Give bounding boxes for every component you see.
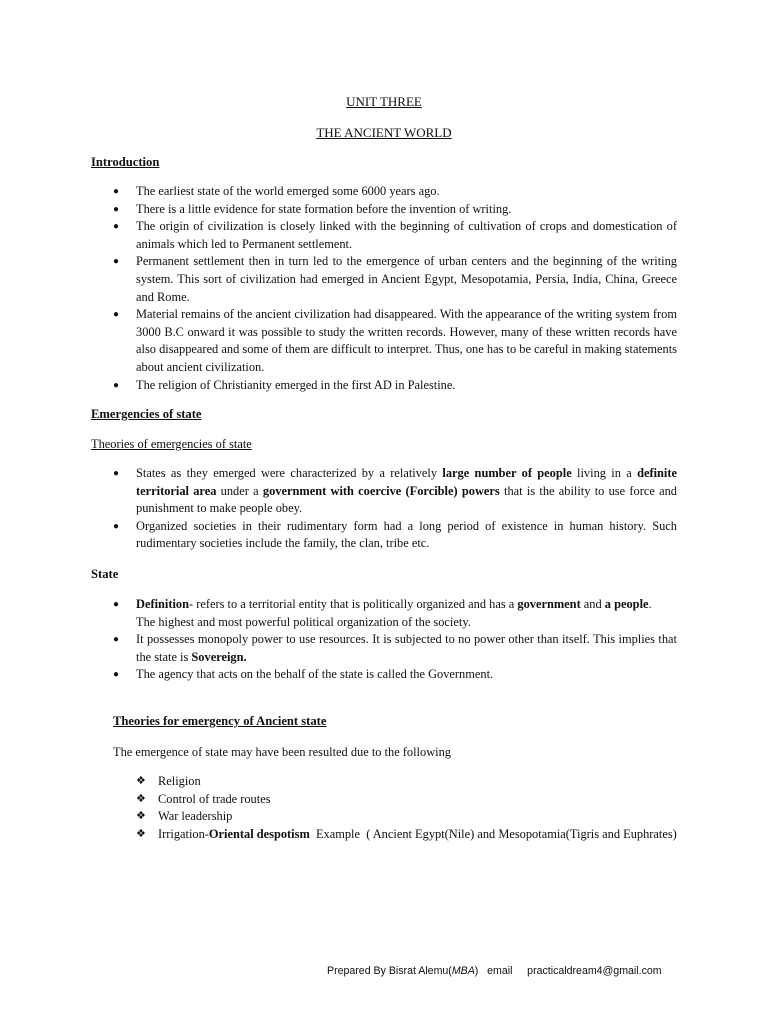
list-item: ● The agency that acts on the behalf of the state is called the Government. (0, 666, 677, 684)
list-item: ❖ Irrigation-Oriental despotism Example ( Ancient Egypt(Nile) and Mesopotamia(Tigris and Euphrates) (0, 826, 678, 844)
list-item: ❖ Control of trade routes (0, 791, 678, 809)
bullet-icon: ● (113, 221, 120, 233)
state-list (0, 596, 677, 684)
diamond-bullet-icon: ❖ (136, 792, 146, 805)
unit-title: UNIT THREE (346, 94, 422, 109)
diamond-bullet-icon: ❖ (136, 810, 146, 823)
theories-intro: The emergence of state may have been resulted due to the following (113, 745, 451, 759)
list-item: ● Organized societies in their rudimentary form had a long period of existence in human history. Such rudimentary societies include the family, the clan, tribe etc. (113, 518, 677, 551)
list-item: ● The religion of Christianity emerged in the first AD in Palestine. (0, 377, 677, 395)
list-item: ● The origin of civilization is closely linked with the beginning of cultivation of crops and domestication of animals which led to Permanent settlement. (113, 219, 677, 251)
bullet-icon: ● (113, 203, 120, 215)
list-item: ● Material remains of the ancient civilization had disappeared. With the appearance of the writing system from 3000 B.C onward it was possible to study the written records. However, many of these written records have also disappeared and some of them are difficult to interpret. Thus, one has to be careful in making statements about ancient civilization. (113, 307, 677, 374)
bullet-icon: ● (113, 669, 120, 681)
theories-subheading: Theories of emergencies of state (91, 437, 252, 451)
bullet-icon: ● (113, 468, 120, 479)
bullet-icon: ● (113, 186, 120, 197)
bullet-icon: ● (113, 520, 120, 532)
list-item: ● States as they emerged were characterized by a relatively large number of people living in a definite territorial area under a government with coercive (Forcible) powers that is the ability to use force and punishment to make people obey. (113, 466, 677, 516)
document-title: THE ANCIENT WORLD (316, 125, 452, 140)
list-item: ❖ War leadership (0, 808, 678, 826)
list-item: ● It possesses monopoly power to use resources. It is subjected to no power other than itself. This implies that the state is Sovereign. (113, 632, 677, 664)
list-item: ❖ Religion (0, 773, 678, 791)
theories-ancient-heading: Theories for emergency of Ancient state (113, 714, 327, 728)
emergencies-list (0, 465, 677, 553)
footer-credit: Prepared By Bisrat Alemu(MBA) email practicaldream4@gmail.com (327, 965, 662, 977)
theories-list (0, 773, 678, 843)
introduction-list (0, 183, 677, 394)
list-item: ● Permanent settlement then in turn led to the emergence of urban centers and the beginning of the writing system. This sort of civilization had emerged in Ancient Egypt, Mesopotamia, Persia, India, China, Greece and Rome. (113, 254, 677, 304)
diamond-bullet-icon: ❖ (136, 775, 146, 787)
bullet-icon: ● (113, 379, 120, 391)
bullet-icon: ● (113, 599, 120, 610)
bullet-icon: ● (113, 256, 120, 268)
emergencies-heading: Emergencies of state (91, 407, 202, 421)
list-item: ● Definition- refers to a territorial entity that is politically organized and has a government and a people. The highest and most powerful political organization of the society. (113, 597, 652, 629)
list-item: ● There is a little evidence for state formation before the invention of writing. (0, 201, 677, 219)
state-heading: State (91, 567, 119, 581)
list-item: ● The earliest state of the world emerged some 6000 years ago. (0, 183, 677, 201)
bullet-icon: ● (113, 634, 120, 646)
diamond-bullet-icon: ❖ (136, 827, 146, 840)
introduction-heading: Introduction (91, 155, 160, 169)
bullet-icon: ● (113, 309, 120, 321)
